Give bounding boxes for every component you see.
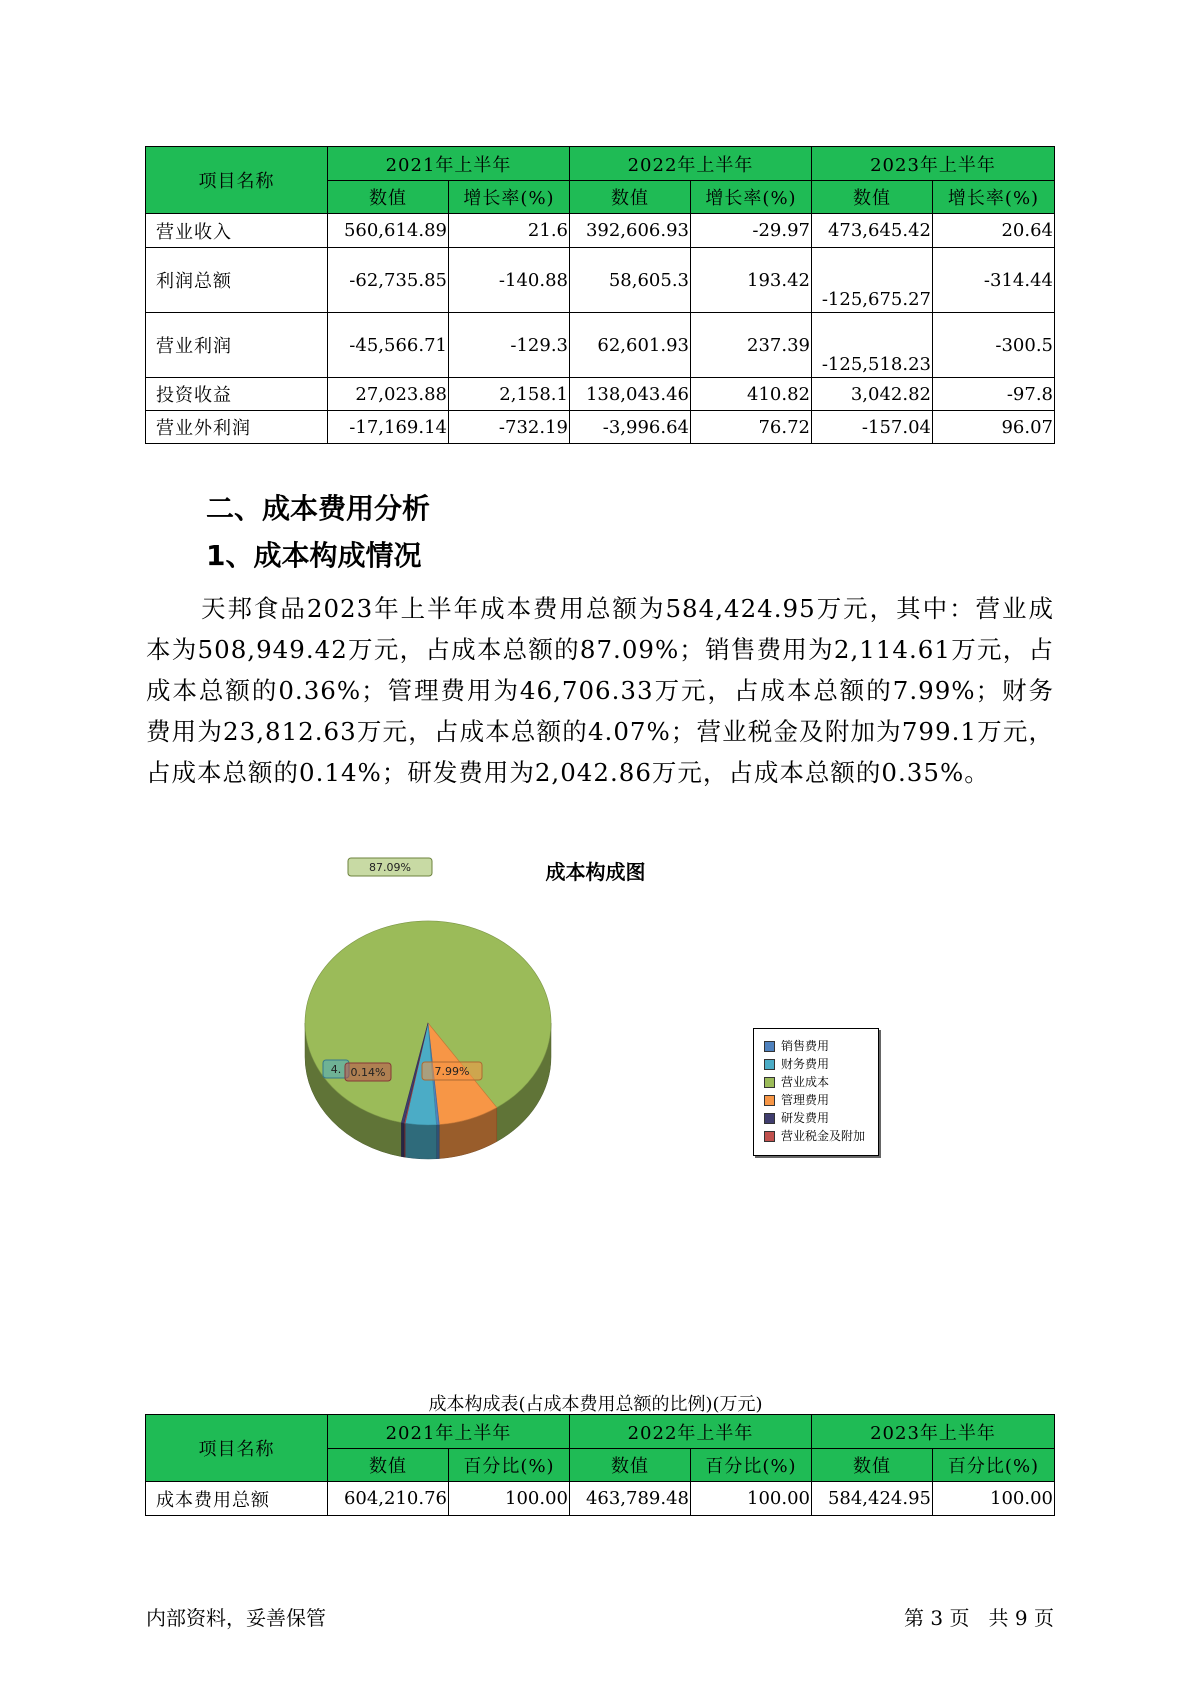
cell: -29.97 — [691, 214, 812, 248]
cell: -732.19 — [449, 411, 570, 444]
cell: 237.39 — [691, 313, 812, 378]
row-name: 营业收入 — [146, 214, 328, 248]
cell: 58,605.3 — [570, 248, 691, 313]
cost-structure-table — [145, 1414, 1055, 1516]
header-pct: 百分比(%) — [933, 1449, 1055, 1482]
legend-item — [764, 1037, 878, 1055]
cell: 392,606.93 — [570, 214, 691, 248]
table-row — [146, 1482, 1055, 1516]
legend-swatch — [764, 1095, 775, 1106]
row-name: 营业外利润 — [146, 411, 328, 444]
cell: 100.00 — [449, 1482, 570, 1516]
cell: -140.88 — [449, 248, 570, 313]
paragraph-text: 天邦食品2023年上半年成本费用总额为584,424.95万元，其中：营业成本为508,949.42万元，占成本总额的87.09%；销售费用为2,114.61万元，占成本总额的0.36%；管理费用为46,706.33万元，占成本总额的7.99%；财务费用为23,812.63万元，占成本总额的4.07%；营业税金及附加为799.1万元，占成本总额的0.14%；研发费用为2,042.86万元，占成本总额的0.35%。 — [146, 594, 1054, 787]
header-year: 2021年上半年 — [328, 147, 570, 181]
header-value: 数值 — [570, 1449, 691, 1482]
cell: -17,169.14 — [328, 411, 449, 444]
cell: 584,424.95 — [812, 1482, 933, 1516]
cell: 3,042.82 — [812, 378, 933, 411]
header-value: 数值 — [812, 181, 933, 214]
legend-item — [764, 1091, 878, 1109]
cell: 560,614.89 — [328, 214, 449, 248]
chart-legend — [753, 1028, 879, 1156]
data-label: 7.99% — [434, 1065, 470, 1078]
footer-note: 内部资料，妥善保管 — [146, 1606, 326, 1630]
header-pct: 百分比(%) — [691, 1449, 812, 1482]
cell: -300.5 — [933, 313, 1055, 378]
table-row — [146, 378, 1055, 411]
table-row — [146, 411, 1055, 444]
header-value: 数值 — [812, 1449, 933, 1482]
legend-item — [764, 1109, 878, 1127]
legend-item — [764, 1127, 878, 1145]
pie-side — [401, 1123, 404, 1157]
pie-side — [436, 1125, 439, 1159]
table-row — [146, 248, 1055, 313]
legend-swatch — [764, 1131, 775, 1142]
header-year: 2022年上半年 — [570, 1415, 812, 1449]
cell: 100.00 — [933, 1482, 1055, 1516]
row-name: 成本费用总额 — [146, 1482, 328, 1516]
legend-swatch — [764, 1041, 775, 1052]
header-year: 2021年上半年 — [328, 1415, 570, 1449]
cell: -125,675.27 — [812, 248, 933, 313]
cell: 21.6 — [449, 214, 570, 248]
legend-swatch — [764, 1077, 775, 1088]
row-name: 投资收益 — [146, 378, 328, 411]
cell: -125,518.23 — [812, 313, 933, 378]
row-name: 营业利润 — [146, 313, 328, 378]
header-year: 2023年上半年 — [812, 147, 1055, 181]
cell: 27,023.88 — [328, 378, 449, 411]
cell: 604,210.76 — [328, 1482, 449, 1516]
legend-swatch — [764, 1113, 775, 1124]
legend-label: 营业成本 — [781, 1075, 830, 1089]
legend-item — [764, 1055, 878, 1073]
subsection-title: 1、成本构成情况 — [206, 539, 422, 572]
cell: 410.82 — [691, 378, 812, 411]
header-year: 2022年上半年 — [570, 147, 812, 181]
legend-label: 研发费用 — [781, 1111, 830, 1125]
cost-pie-chart — [290, 861, 590, 1175]
pie-side — [405, 1123, 436, 1159]
cell: -157.04 — [812, 411, 933, 444]
row-name: 利润总额 — [146, 248, 328, 313]
header-value: 数值 — [570, 181, 691, 214]
cell: -314.44 — [933, 248, 1055, 313]
cell: 2,158.1 — [449, 378, 570, 411]
cell: -97.8 — [933, 378, 1055, 411]
header-growth: 增长率(%) — [933, 181, 1055, 214]
header-year: 2023年上半年 — [812, 1415, 1055, 1449]
cell: -62,735.85 — [328, 248, 449, 313]
cell: 76.72 — [691, 411, 812, 444]
table-caption: 成本构成表(占成本费用总额的比例)(万元) — [428, 1394, 763, 1415]
header-growth: 增长率(%) — [691, 181, 812, 214]
cell: 473,645.42 — [812, 214, 933, 248]
header-value: 数值 — [328, 181, 449, 214]
header-pct: 百分比(%) — [449, 1449, 570, 1482]
header-item: 项目名称 — [146, 1415, 328, 1482]
cell: 62,601.93 — [570, 313, 691, 378]
table-row — [146, 313, 1055, 378]
cell: 96.07 — [933, 411, 1055, 444]
data-label: 0.14% — [350, 1066, 386, 1079]
cell: 193.42 — [691, 248, 812, 313]
section-title: 二、成本费用分析 — [206, 492, 431, 525]
legend-item — [764, 1073, 878, 1091]
header-growth: 增长率(%) — [449, 181, 570, 214]
cost-paragraph — [146, 588, 1054, 793]
page-number: 第 3 页 共 9 页 — [904, 1606, 1054, 1630]
cell: -3,996.64 — [570, 411, 691, 444]
legend-label: 财务费用 — [781, 1057, 830, 1071]
financial-summary-table — [145, 146, 1055, 444]
legend-label: 管理费用 — [781, 1093, 830, 1107]
cell: 463,789.48 — [570, 1482, 691, 1516]
header-item: 项目名称 — [146, 147, 328, 214]
legend-swatch — [764, 1059, 775, 1070]
header-value: 数值 — [328, 1449, 449, 1482]
legend-label: 销售费用 — [781, 1039, 830, 1053]
cell: 138,043.46 — [570, 378, 691, 411]
legend-label: 营业税金及附加 — [781, 1129, 866, 1143]
chart-title: 成本构成图 — [545, 860, 646, 884]
cell: 20.64 — [933, 214, 1055, 248]
data-label: 4. — [330, 1063, 342, 1076]
data-label: 87.09% — [369, 861, 411, 874]
cell: -129.3 — [449, 313, 570, 378]
table-row — [146, 214, 1055, 248]
cell: 100.00 — [691, 1482, 812, 1516]
cell: -45,566.71 — [328, 313, 449, 378]
